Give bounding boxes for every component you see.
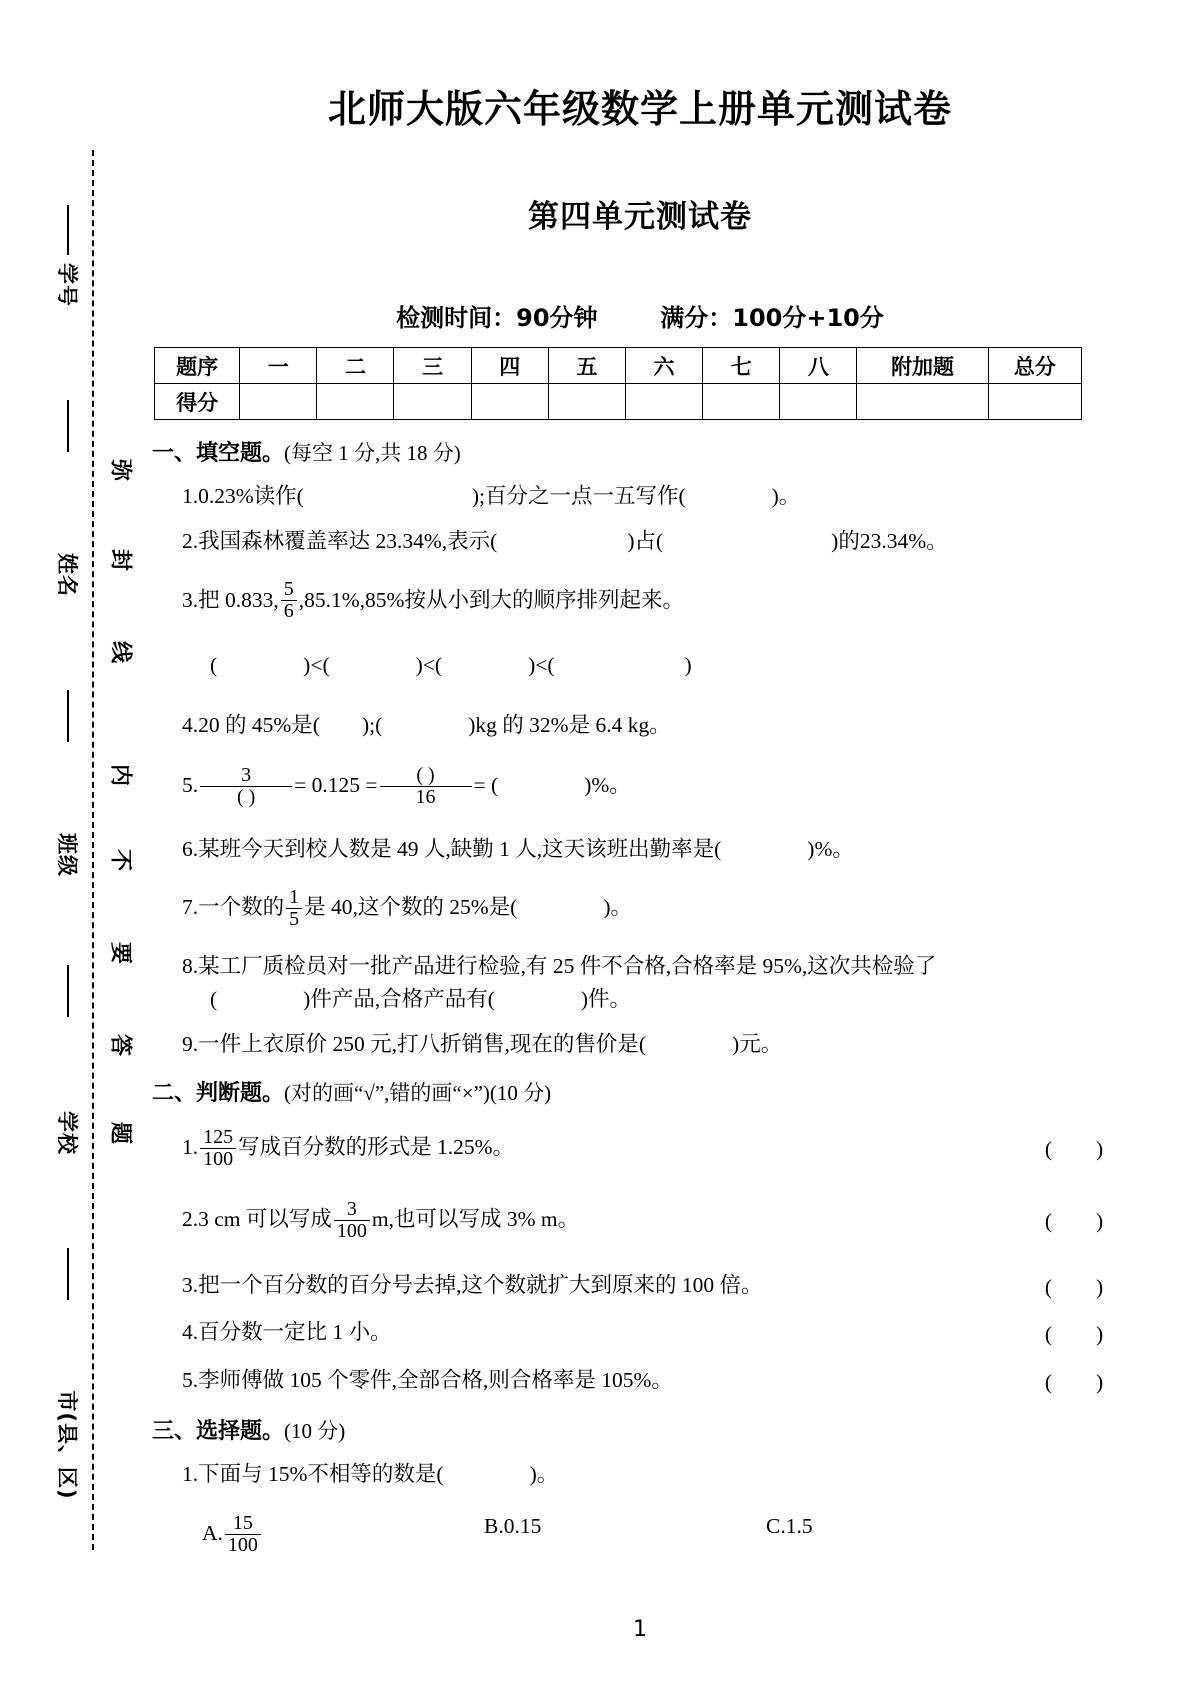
- q5-f1-numerator: 3: [241, 764, 252, 787]
- exam-meta: [140, 298, 1140, 333]
- seal-char-8: 题: [107, 1121, 133, 1146]
- score-cell-5[interactable]: [548, 384, 625, 420]
- score-col-2: 二: [317, 348, 394, 384]
- table-row-scores: [155, 384, 1082, 420]
- q9-text-b: )元。: [732, 1031, 783, 1056]
- seal-char-3: 线: [107, 640, 133, 665]
- field-label-name: 姓名: [55, 553, 79, 597]
- divider-rule: [67, 400, 69, 452]
- question-1-8: [182, 950, 1130, 1015]
- question-2-4: [182, 1316, 1130, 1350]
- q2-2-text-a: 2.3 cm 可以写成: [182, 1207, 332, 1232]
- field-label-student-id: 学号: [55, 263, 79, 307]
- divider-rule: [67, 690, 69, 742]
- seal-char-2: 封: [107, 548, 133, 573]
- q3-ans-open-1: (: [210, 652, 218, 677]
- q1-text-c: )。: [771, 484, 801, 508]
- q9-text-a: 9.一件上衣原价 250 元,打八折销售,现在的售价是(: [182, 1031, 647, 1056]
- bracket-open: (: [1044, 1275, 1052, 1300]
- q3-fraction-denominator: 6: [281, 600, 297, 622]
- option-a-label: A.: [202, 1521, 223, 1546]
- field-label-city-county: 市(县、区): [55, 1390, 79, 1500]
- q5-text-tail-a: = (: [473, 773, 499, 798]
- q2-2-text-b: m,也可以写成 3% m。: [371, 1207, 580, 1232]
- score-cell-1[interactable]: [240, 384, 317, 420]
- option-a-denominator: 100: [225, 1534, 261, 1556]
- q2-2-fraction-3-100: [334, 1199, 370, 1242]
- table-row-header: [155, 348, 1082, 384]
- score-col-1: 一: [240, 348, 317, 384]
- question-3-1-options: [202, 1514, 1130, 1557]
- question-1-2: [182, 525, 1130, 557]
- question-1-9: [182, 1028, 1130, 1060]
- q2-1-text: [182, 1125, 1018, 1170]
- q3-ans-open-2: )<(: [303, 652, 330, 677]
- section-heading-true-false: [152, 1076, 1130, 1107]
- q2-5-answer-bracket[interactable]: [1018, 1364, 1130, 1398]
- q7-fraction-denominator: 5: [286, 908, 302, 930]
- section1-note: (每空 1 分,共 18 分): [284, 441, 461, 465]
- score-col-7: 七: [703, 348, 780, 384]
- question-3-1: [182, 1458, 1130, 1490]
- question-2-5: [182, 1364, 1130, 1398]
- q2-text-b: )占(: [627, 529, 664, 554]
- section2-note: (对的画“√”,错的画“×”)(10 分): [284, 1081, 552, 1106]
- score-row-label: 题序: [155, 348, 240, 384]
- q8-line-1: [182, 950, 1130, 982]
- exam-body: [154, 436, 1130, 1557]
- score-cell-7[interactable]: [703, 384, 780, 420]
- score-row-label: 得分: [155, 384, 240, 420]
- score-col-5: 五: [548, 348, 625, 384]
- exam-paper: [140, 0, 1140, 1684]
- divider-rule: [67, 1248, 69, 1300]
- score-col-8: 八: [780, 348, 857, 384]
- bracket-close: ): [1096, 1322, 1104, 1347]
- section-heading-multiple-choice: [152, 1414, 1130, 1445]
- q2-2-fraction-denominator: 100: [334, 1220, 370, 1242]
- q2-4-answer-bracket[interactable]: [1018, 1316, 1130, 1350]
- q2-5-statement: 5.李师傅做 105 个零件,全部合格,则合格率是 105%。: [182, 1367, 673, 1392]
- q6-text-a: 6.某班今天到校人数是 49 人,缺勤 1 人,这天该班出勤率是(: [182, 836, 722, 861]
- bracket-close: ): [1096, 1137, 1104, 1162]
- q3-text-a: 3.把 0.833,: [182, 587, 279, 612]
- divider-rule: [67, 965, 69, 1017]
- q7-fraction-1-5: [286, 887, 302, 930]
- q2-1-fraction-numerator: 125: [203, 1125, 234, 1148]
- q5-fraction-1[interactable]: [200, 765, 292, 808]
- q5-f2-denominator: 16: [380, 786, 472, 808]
- question-1-7: [182, 885, 1130, 930]
- score-table: [154, 347, 1082, 420]
- q3-ans-open-3: )<(: [415, 652, 443, 677]
- seal-char-1: 弥: [107, 458, 133, 483]
- q2-4-statement: 4.百分数一定比 1 小。: [182, 1320, 392, 1345]
- q7-fraction-numerator: 1: [289, 885, 300, 908]
- seal-char-5: 不: [107, 848, 133, 873]
- q7-text-a: 7.一个数的: [182, 894, 285, 919]
- q8-text-c: )件产品,合格产品有(: [303, 986, 495, 1011]
- bracket-close: ): [1096, 1209, 1104, 1234]
- q5-fraction-2[interactable]: [380, 765, 472, 808]
- q4-text-c: )kg 的 32%是 6.4 kg。: [468, 713, 671, 738]
- question-1-1: [182, 480, 1130, 512]
- sealing-sidebar: [0, 0, 140, 1684]
- score-cell-4[interactable]: [471, 384, 548, 420]
- exam-time-label: 检测时间：90分钟: [396, 304, 598, 332]
- question-1-5: [182, 763, 1130, 808]
- q8-line-2: [210, 983, 1130, 1015]
- score-col-bonus: 附加题: [857, 348, 988, 384]
- q4-text-a: 4.20 的 45%是(: [182, 713, 320, 738]
- q2-3-answer-bracket[interactable]: [1018, 1269, 1130, 1303]
- q2-1-statement: 写成百分数的形式是 1.25%。: [238, 1135, 515, 1160]
- q5-text-tail-b: )%。: [584, 773, 631, 798]
- score-cell-total[interactable]: [988, 384, 1081, 420]
- bracket-close: ): [1096, 1275, 1104, 1300]
- q5-lead: 5.: [182, 773, 199, 798]
- q2-2-text: [182, 1197, 1018, 1242]
- section2-title: 二、判断题。: [152, 1081, 285, 1107]
- section3-note: (10 分): [284, 1418, 346, 1443]
- q7-text-b: 是 40,这个数的 25%是(: [304, 894, 518, 919]
- question-2-2: [182, 1197, 1130, 1243]
- q2-3-statement: 3.把一个百分数的百分号去掉,这个数就扩大到原来的 100 倍。: [182, 1273, 763, 1298]
- q8-text-d: )件。: [580, 986, 632, 1011]
- q2-text-a: 2.我国森林覆盖率达 23.34%,表示(: [182, 529, 498, 554]
- q5-f1-denominator[interactable]: ( ): [200, 786, 292, 808]
- score-cell-bonus[interactable]: [857, 384, 988, 420]
- q2-1-fraction-125-100: [200, 1127, 236, 1170]
- q3-1-text-a: 1.下面与 15%不相等的数是(: [182, 1461, 444, 1486]
- question-1-6: [182, 833, 1130, 865]
- option-a[interactable]: [202, 1514, 484, 1557]
- q2-text-c: )的23.34%。: [831, 529, 948, 554]
- q1-text-a: 1.0.23%读作(: [182, 484, 304, 508]
- section-heading-fill-blank: [152, 436, 1130, 467]
- q3-ans-close: ): [684, 652, 692, 677]
- q2-2-fraction-numerator: 3: [346, 1197, 357, 1220]
- q2-1-answer-bracket[interactable]: [1018, 1125, 1130, 1171]
- page-number: 1: [633, 1617, 647, 1642]
- score-col-6: 六: [625, 348, 702, 384]
- bracket-close: ): [1096, 1369, 1104, 1394]
- section3-title: 三、选择题。: [152, 1418, 285, 1444]
- option-a-numerator: 15: [232, 1512, 253, 1535]
- q1-text-b: );百分之一点一五写作(: [471, 484, 686, 508]
- page-title: 北师大版六年级数学上册单元测试卷: [327, 87, 952, 131]
- question-2-1: [182, 1125, 1130, 1171]
- seal-char-7: 答: [107, 1033, 133, 1058]
- q2-2-answer-bracket[interactable]: [1018, 1197, 1130, 1243]
- question-2-3: [182, 1269, 1130, 1303]
- q3-fraction-5-6: [281, 579, 297, 622]
- score-cell-8[interactable]: [780, 384, 857, 420]
- bracket-open: (: [1044, 1369, 1052, 1394]
- score-col-total: 总分: [988, 348, 1081, 384]
- option-a-fraction-15-100: [225, 1513, 261, 1556]
- score-cell-3[interactable]: [394, 384, 471, 420]
- question-1-3: [182, 578, 1130, 623]
- score-cell-6[interactable]: [625, 384, 702, 420]
- q2-1-lead: 1.: [182, 1135, 199, 1160]
- bracket-open: (: [1044, 1209, 1052, 1234]
- student-info-column: [38, 0, 98, 1684]
- question-1-4: [182, 709, 1130, 741]
- q5-f2-numerator[interactable]: ( ): [416, 764, 435, 787]
- field-label-school: 学校: [55, 1111, 79, 1155]
- option-b[interactable]: B.0.15: [484, 1514, 542, 1539]
- q4-text-b: );(: [361, 713, 383, 738]
- option-c[interactable]: C.1.5: [766, 1514, 813, 1539]
- q3-1-text-b: )。: [529, 1461, 559, 1486]
- q8-text-a: 8.某工厂质检员对一批产品进行检验,有 25 件不合格,合格率是 95%,这次共检验了: [182, 954, 937, 979]
- q7-text-c: )。: [603, 894, 633, 919]
- field-label-class: 班级: [55, 833, 79, 877]
- q3-ans-open-4: )<(: [528, 652, 555, 677]
- score-cell-2[interactable]: [317, 384, 394, 420]
- section1-title: 一、填空题。: [152, 441, 285, 466]
- seal-char-6: 要: [107, 941, 133, 966]
- seal-char-4: 内: [107, 763, 133, 788]
- q8-text-b: (: [210, 986, 218, 1011]
- q2-1-fraction-denominator: 100: [200, 1148, 236, 1170]
- q5-text-mid: = 0.125 =: [294, 773, 378, 798]
- bracket-open: (: [1044, 1137, 1052, 1162]
- bracket-open: (: [1044, 1322, 1052, 1347]
- score-col-4: 四: [471, 348, 548, 384]
- q6-text-b: )%。: [807, 836, 854, 861]
- q3-text-b: ,85.1%,85%按从小到大的顺序排列起来。: [298, 587, 684, 612]
- score-col-3: 三: [394, 348, 471, 384]
- question-1-3-answer-line: [210, 649, 1130, 681]
- page-subtitle: 第四单元测试卷: [528, 199, 752, 235]
- q3-fraction-numerator: 5: [283, 578, 294, 601]
- full-score-label: 满分：100分+10分: [660, 304, 884, 332]
- divider-rule: [67, 205, 69, 255]
